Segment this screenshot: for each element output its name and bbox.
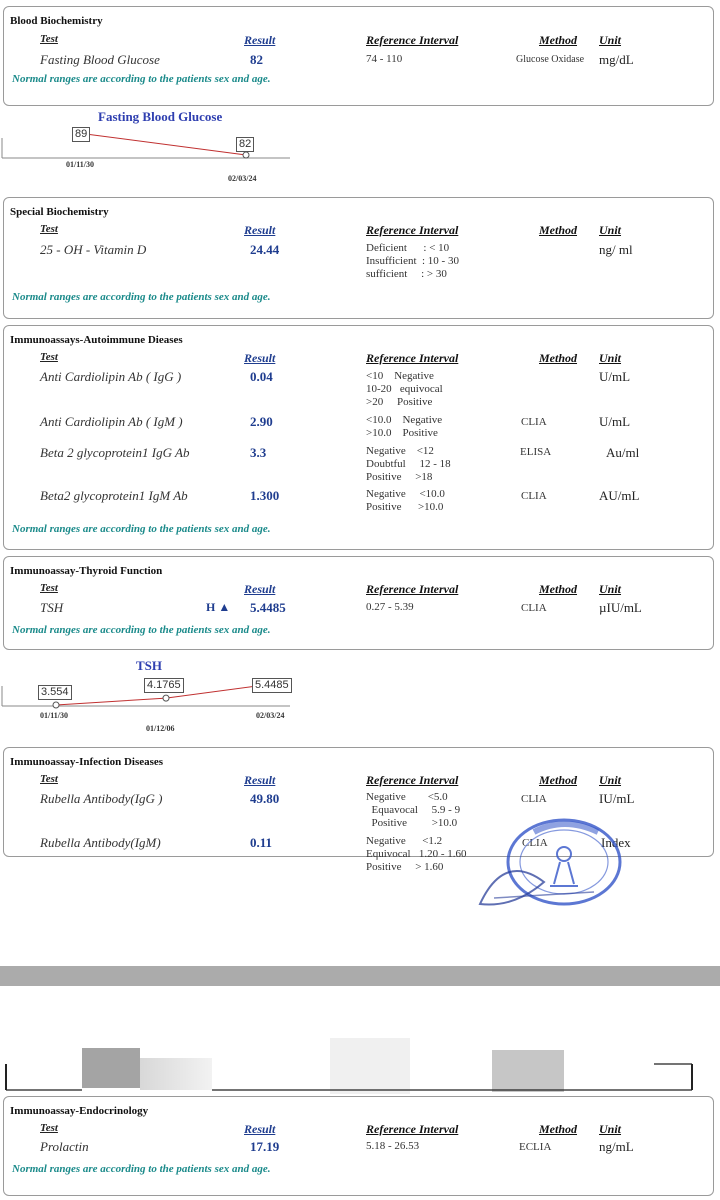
reference-interval: <10 Negative 10-20 equivocal >20 Positive (366, 370, 443, 408)
section-title: Blood Biochemistry (10, 15, 103, 27)
header-test: Test (40, 773, 58, 785)
method: ELISA (520, 446, 552, 458)
header-test: Test (40, 351, 58, 363)
header-strip-frame (0, 1056, 720, 1096)
glucose-series-line (78, 133, 246, 155)
test-name: Beta 2 glycoprotein1 IgG Ab (40, 445, 190, 460)
header-result: Result (244, 1122, 276, 1136)
header-reference: Reference Interval (366, 223, 459, 237)
high-flag: H ▲ (206, 600, 231, 614)
glucose-chart (0, 124, 320, 164)
header-method: Method (539, 351, 578, 365)
header-method: Method (539, 773, 578, 787)
header-method: Method (539, 582, 578, 596)
page-break-band (0, 966, 720, 986)
normal-range-note: Normal ranges are according to the patients sex and age. (12, 624, 271, 636)
header-test: Test (40, 1122, 58, 1134)
tsh-chart-title: TSH (136, 658, 163, 673)
reference-interval: 0.27 - 5.39 (366, 601, 414, 613)
test-result: 0.04 (250, 369, 273, 384)
header-unit: Unit (599, 582, 622, 596)
method: Glucose Oxidase (516, 54, 585, 65)
test-name: Prolactin (40, 1139, 89, 1154)
reference-interval: 5.18 - 26.53 (366, 1140, 420, 1152)
test-result: 1.300 (250, 488, 280, 503)
tsh-value-label: 3.554 (38, 685, 72, 700)
unit: mg/dL (599, 52, 634, 67)
tsh-value-label: 4.1765 (144, 678, 184, 693)
method: CLIA (521, 490, 547, 502)
header-reference: Reference Interval (366, 773, 459, 787)
unit: ng/mL (599, 1139, 634, 1154)
tsh-date-label: 02/03/24 (256, 711, 285, 720)
header-result: Result (244, 773, 276, 787)
reference-interval: Deficient : < 10 Insufficient : 10 - 30 sufficient : > 30 (366, 242, 459, 280)
glucose-date-label: 01/11/30 (66, 160, 95, 169)
unit: U/mL (599, 369, 631, 384)
test-result: 3.3 (250, 445, 267, 460)
reference-interval: Negative <10.0 Positive >10.0 (366, 488, 445, 513)
autoimmune-panel (3, 325, 714, 550)
section-title: Special Biochemistry (10, 206, 109, 218)
normal-range-note: Normal ranges are according to the patients sex and age. (12, 73, 271, 85)
header-result: Result (244, 582, 276, 596)
header-unit: Unit (599, 223, 622, 237)
test-result: 49.80 (250, 791, 280, 806)
test-result: 5.4485 (250, 600, 286, 615)
tsh-data-point (163, 695, 169, 701)
header-unit: Unit (599, 1122, 622, 1136)
header-result: Result (244, 33, 276, 47)
thyroid-panel (3, 556, 714, 650)
header-test: Test (40, 223, 58, 235)
tsh-date-label: 01/11/30 (40, 711, 69, 720)
glucose-value-label: 82 (236, 137, 254, 152)
test-result: 2.90 (250, 414, 273, 429)
test-name: Anti Cardiolipin Ab ( IgM ) (40, 414, 183, 429)
glucose-data-point (243, 152, 249, 158)
test-result: 24.44 (250, 242, 280, 257)
unit: U/mL (599, 414, 631, 429)
tsh-value-label: 5.4485 (252, 678, 292, 693)
header-unit: Unit (599, 33, 622, 47)
test-name: Fasting Blood Glucose (40, 52, 160, 67)
blood-biochemistry-panel (3, 6, 714, 106)
header-method: Method (539, 33, 578, 47)
glucose-chart-title: Fasting Blood Glucose (98, 109, 223, 124)
header-reference: Reference Interval (366, 582, 459, 596)
test-name: Rubella Antibody(IgG ) (40, 791, 163, 806)
test-name: 25 - OH - Vitamin D (40, 242, 147, 257)
section-title: Immunoassays-Autoimmune Dieases (10, 334, 183, 346)
header-method: Method (539, 1122, 578, 1136)
special-biochemistry-panel (3, 197, 714, 319)
unit: µIU/mL (599, 600, 642, 615)
unit: ng/ ml (599, 242, 633, 257)
section-title: Immunoassay-Thyroid Function (10, 565, 163, 577)
header-method: Method (539, 223, 578, 237)
unit: AU/mL (599, 488, 640, 503)
method: CLIA (521, 793, 547, 805)
header-result: Result (244, 223, 276, 237)
method: CLIA (521, 602, 547, 614)
laboratory-stamp (474, 812, 630, 912)
normal-range-note: Normal ranges are according to the patients sex and age. (12, 291, 271, 303)
header-test: Test (40, 33, 58, 45)
header-unit: Unit (599, 773, 622, 787)
normal-range-note: Normal ranges are according to the patients sex and age. (12, 523, 271, 535)
reference-interval: Negative <5.0 Equavocal 5.9 - 9 Positive >10.0 (366, 791, 461, 829)
reference-interval: Negative <12 Doubtful 12 - 18 Positive >18 (366, 445, 451, 483)
header-unit: Unit (599, 351, 622, 365)
endocrinology-panel (3, 1096, 714, 1196)
test-result: 17.19 (250, 1139, 280, 1154)
test-name: Rubella Antibody(IgM) (40, 835, 161, 850)
header-result: Result (244, 351, 276, 365)
method: ECLIA (519, 1141, 552, 1153)
header-reference: Reference Interval (366, 1122, 459, 1136)
unit: IU/mL (599, 791, 635, 806)
normal-range-note: Normal ranges are according to the patients sex and age. (12, 1163, 271, 1175)
tsh-data-point (53, 702, 59, 708)
header-reference: Reference Interval (366, 33, 459, 47)
section-title: Immunoassay-Endocrinology (10, 1105, 149, 1117)
test-name: Anti Cardiolipin Ab ( IgG ) (40, 369, 182, 384)
glucose-date-label: 02/03/24 (228, 174, 257, 183)
method: CLIA (521, 416, 547, 428)
reference-interval: 74 - 110 (366, 53, 403, 65)
header-reference: Reference Interval (366, 351, 459, 365)
test-result: 82 (250, 52, 263, 67)
section-title: Immunoassay-Infection Diseases (10, 756, 164, 768)
unit: Index (601, 835, 631, 850)
glucose-value-label: 89 (72, 127, 90, 142)
header-test: Test (40, 582, 58, 594)
reference-interval: Negative <1.2 Equivocal 1.20 - 1.60 Positive > 1.60 (366, 835, 467, 873)
tsh-date-label: 01/12/06 (146, 724, 175, 733)
test-result: 0.11 (250, 835, 273, 850)
method: CLIA (522, 837, 548, 849)
reference-interval: <10.0 Negative >10.0 Positive (366, 414, 443, 439)
test-name: TSH (40, 600, 64, 615)
unit: Au/ml (606, 445, 640, 460)
test-name: Beta2 glycoprotein1 IgM Ab (40, 488, 188, 503)
